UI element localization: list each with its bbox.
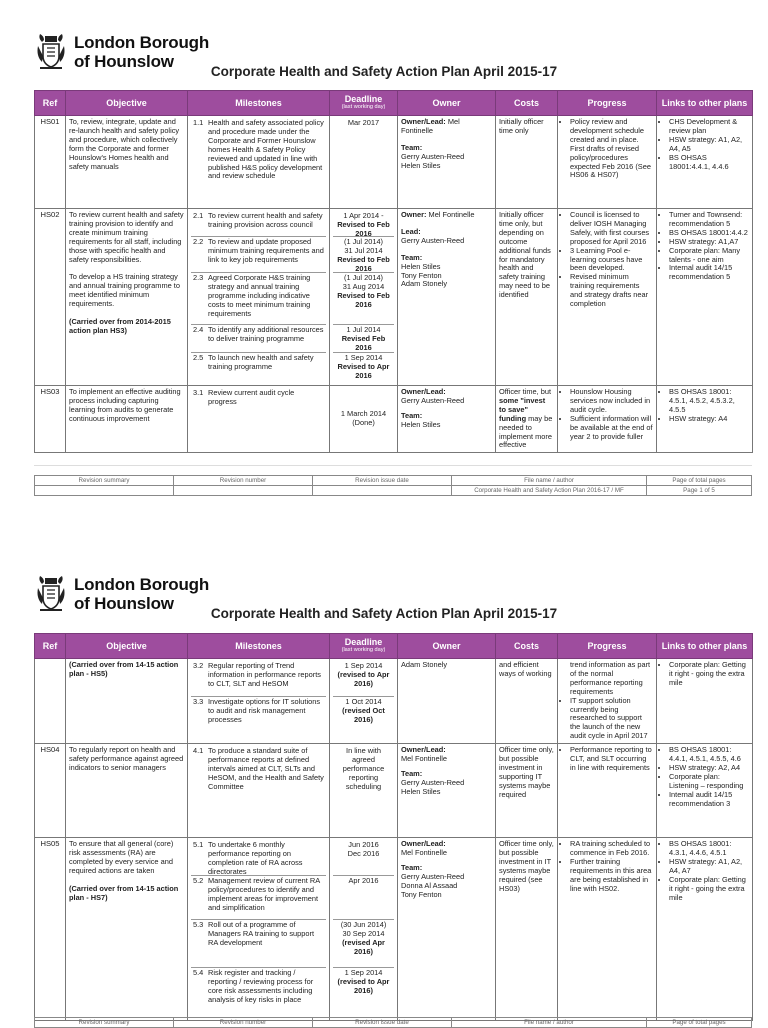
col-ref: Ref <box>35 91 66 116</box>
link-item: • BS OHSAS 18001:4.4.2 <box>669 229 749 238</box>
deadline-item <box>333 353 394 381</box>
owner-cell <box>398 744 496 838</box>
deadline-value: Jun 2016 <box>348 840 379 850</box>
milestone-text: To launch new health and safety training programme <box>208 353 314 371</box>
objective-cell: To regularly report on health and safety performance against agreed indicators to senior managers <box>66 744 188 838</box>
milestone-number: 5.2 <box>193 876 204 886</box>
deadline-value: 1 March 2014 <box>340 409 387 419</box>
objective-text: To ensure that all general (core) risk assessments (RA) are completed by every service and required actions are taken <box>69 839 174 875</box>
col-objective: Objective <box>66 91 188 116</box>
owner-label: Owner/Lead: <box>401 745 446 755</box>
team-member: Adam Stonely <box>401 660 448 669</box>
owner-label: Owner/Lead: <box>401 387 446 396</box>
milestone-text: Regular reporting of Trend information in performance reports to CLT, SLT and HeSOM <box>208 661 321 688</box>
ref-cell: HS04 <box>35 744 66 838</box>
link-item: • HSW strategy: A1, A2, A4, A7 <box>669 858 749 876</box>
milestone-number: 1.1 <box>193 118 204 127</box>
logo-text-line-2: of Hounslow <box>74 52 174 71</box>
footer-cell <box>174 486 313 496</box>
progress-cell <box>558 116 657 209</box>
milestone-text: Agreed Corporate H&S training strategy and annual training programme including indicative costs to meet minimum training requirements <box>208 273 311 318</box>
link-item: • BS OHSAS 18001: 4.4.1, 4.5.1, 4.5.5, 4.6 <box>669 746 749 764</box>
ref-cell <box>35 659 66 744</box>
links-cell <box>657 659 753 744</box>
objective-text: To review current health and safety training provision to identify and create minimum training requirements for all staff, including those with specific health and safety responsibilities. <box>69 210 184 264</box>
team-label: Team: <box>401 768 423 778</box>
milestone-number: 2.5 <box>193 353 204 362</box>
col-costs: Costs <box>496 634 558 659</box>
logo-text-line-1: London Borough <box>74 575 210 594</box>
carried-over-note: (Carried over from 14-15 action plan - HS7) <box>69 883 179 902</box>
objective-cell <box>66 209 188 386</box>
links-cell <box>657 209 753 386</box>
footer-revision-date: Revision issue date <box>313 1018 452 1028</box>
milestone-item <box>191 697 326 734</box>
milestone-number: 5.4 <box>193 968 204 978</box>
objective-cell <box>66 838 188 1021</box>
deadline-revised: (revised Oct 2016) <box>342 705 385 724</box>
link-item: • Corporate plan: Getting it right - going the extra mile <box>669 876 749 903</box>
deadline-revised: (revised to Apr 2016) <box>337 669 390 688</box>
objective-text: To develop a HS training strategy and annual training programme to meet identified minimum requirements. <box>69 272 180 309</box>
logo-text-line-2: of Hounslow <box>74 594 174 613</box>
deadline-cell <box>330 386 398 453</box>
deadline-item <box>333 968 394 1018</box>
milestone-text: Risk register and tracking / reporting / reviewing process for core risk assessments including analysis of key risks in place <box>208 968 314 1004</box>
deadline-value: 1 Sep 2014 <box>344 353 383 362</box>
footer-header-row <box>35 476 752 486</box>
deadline-value: Dec 2016 <box>347 849 380 859</box>
link-item: • HSW strategy: A1, A2, A4, A5 <box>669 136 749 154</box>
milestone-item <box>191 840 326 876</box>
team-member: Tony Fenton <box>401 270 442 280</box>
link-item: • BS OHSAS 18001: 4.5.1, 4.5.2, 4.5.3.2, 4.5.5 <box>669 388 749 415</box>
deadline-revised: Revised Feb 2016 <box>341 333 386 352</box>
team-member: Helen Stiles <box>401 160 441 170</box>
costs-cell: Initially officer time only, but depending on outcome additional funds for mandatory health and safety training may need to be identified <box>496 209 558 386</box>
carried-over-note: (Carried over from 14-15 action plan - HS5) <box>69 660 179 678</box>
milestone-number: 2.1 <box>193 211 204 220</box>
deadline-item <box>333 697 394 734</box>
progress-cell <box>558 659 657 744</box>
milestone-item <box>191 920 326 968</box>
milestone-text: To undertake 6 monthly performance reporting on completion rate of RA across directorates <box>208 840 303 876</box>
owner-label: Owner/Lead: <box>401 839 446 849</box>
milestone-item <box>191 211 326 237</box>
milestone-item <box>191 273 326 325</box>
team-member: Gerry Austen-Reed <box>401 151 465 161</box>
deadline-cell <box>330 209 398 386</box>
deadline-cell <box>330 744 398 838</box>
costs-cell: Officer time only, but possible investment in supporting IT systems maybe required <box>496 744 558 838</box>
owner-name: Mel Fontinelle <box>401 754 448 764</box>
link-item: • HSW strategy: A2, A4 <box>669 764 749 773</box>
costs-cell: Initially officer time only <box>496 116 558 209</box>
deadline-revised: Revised to Feb 2016 <box>337 254 390 273</box>
milestone-item <box>191 968 326 1018</box>
progress-item: • RA training scheduled to commence in Feb 2016. <box>570 840 653 858</box>
carried-over-note: (Carried over from 2014-2015 action plan HS3) <box>69 317 171 335</box>
deadline-value: 30 Sep 2014 <box>342 929 385 939</box>
milestone-item <box>191 353 326 381</box>
deadline-value: (1 Jul 2014) <box>343 273 384 282</box>
deadline-item <box>333 211 394 237</box>
revision-footer <box>34 475 752 496</box>
milestone-item <box>191 388 326 408</box>
progress-item: • Revised minimum training requirements and strategy drafts near completion <box>570 273 653 309</box>
link-item: • Internal audit 14/15 recommendation 3 <box>669 791 749 809</box>
col-deadline <box>330 91 398 116</box>
costs-text: may be needed to implement more effective <box>499 413 553 450</box>
milestone-item <box>191 325 326 353</box>
milestones-cell <box>188 116 330 209</box>
footer-page-value: Page 1 of 5 <box>647 486 752 496</box>
progress-item: • IT support solution currently being researched to support the launch of the new audit cycle in April 2017 <box>570 697 653 742</box>
owner-label: Owner/Lead: <box>401 117 446 126</box>
costs-emphasis: some "invest to save" funding <box>499 395 546 423</box>
team-label: Team: <box>401 410 423 420</box>
milestone-number: 5.3 <box>193 920 204 930</box>
deadline-revised: Revised to Feb 2016 <box>337 290 390 309</box>
table-header-row <box>35 91 753 116</box>
milestone-text: Health and safety associated policy and procedure made under the Corporate and Former Hounslow homes Health & Safety Policy reviewed and updated in line with published H&S policy development and review schedule <box>208 118 324 181</box>
owner-name: Gerry Austen-Reed <box>401 395 465 405</box>
footer-revision-summary: Revision summary <box>35 476 174 486</box>
table-row <box>35 838 753 1021</box>
milestone-item <box>191 237 326 273</box>
ref-cell: HS01 <box>35 116 66 209</box>
footer-cell <box>313 486 452 496</box>
milestone-text: To review current health and safety training provision across council <box>208 211 323 229</box>
deadline-value: (1 Jul 2014) <box>343 237 384 246</box>
action-plan-table <box>34 633 753 1021</box>
objective-cell <box>66 659 188 744</box>
col-links: Links to other plans <box>657 634 753 659</box>
links-cell <box>657 838 753 1021</box>
milestone-text: Management review of current RA policy/procedures to identify and implement areas for improvement and simplification <box>208 876 320 912</box>
link-item: • BS OHSAS 18001:4.4.1, 4.4.6 <box>669 154 749 172</box>
deadline-cell <box>330 659 398 744</box>
costs-cell: and efficient ways of working <box>496 659 558 744</box>
progress-item: • Further training requirements in this area are being established in line with HS02. <box>570 858 653 894</box>
col-objective: Objective <box>66 634 188 659</box>
progress-item: • Sufficient information will be available at the end of year 2 to provide fuller <box>570 415 653 442</box>
owner-name: Mel Fontinelle <box>401 848 448 858</box>
deadline-item <box>333 876 394 920</box>
link-item: • HSW strategy: A4 <box>669 415 749 424</box>
milestone-item <box>191 118 326 182</box>
logo-text-line-1: London Borough <box>74 33 210 52</box>
milestone-text: To produce a standard suite of performance reports at defined intervals aimed at CLT, SLTs and HeSOM, and the Health and Safety Committee <box>208 746 324 791</box>
milestone-text: Roll out of a programme of Managers RA training to support RA development <box>208 920 314 947</box>
deadline-value: 1 Sep 2014 <box>344 661 383 670</box>
progress-continued: trend information as part of the normal performance reporting requirements <box>570 660 651 696</box>
deadline-value: 1 Jul 2014 <box>346 325 381 334</box>
deadline-value: Apr 2016 <box>348 876 379 886</box>
milestone-item <box>191 746 326 793</box>
owner-cell <box>398 838 496 1021</box>
col-deadline-label: Deadline <box>344 637 383 648</box>
progress-item: • 3 Learning Pool e-learning courses have been developed. <box>570 247 653 274</box>
owner-cell <box>398 116 496 209</box>
ref-cell: HS02 <box>35 209 66 386</box>
link-item: • CHS Development & review plan <box>669 118 749 136</box>
milestone-item <box>191 876 326 920</box>
owner-cell <box>398 209 496 386</box>
team-member: Helen Stiles <box>401 419 441 429</box>
link-item: • HSW strategy: A1,A7 <box>669 238 749 247</box>
deadline-value: 31 Aug 2014 <box>342 281 385 291</box>
deadline-item <box>333 920 394 968</box>
ref-cell: HS05 <box>35 838 66 1021</box>
col-ref: Ref <box>35 634 66 659</box>
deadline-cell <box>330 116 398 209</box>
milestone-number: 4.1 <box>193 746 204 756</box>
milestone-number: 2.3 <box>193 273 204 282</box>
deadline-value: 1 Oct 2014 <box>345 697 382 706</box>
milestone-number: 3.2 <box>193 661 204 670</box>
footer-revision-number: Revision number <box>174 1018 313 1028</box>
team-member: Donna Al Assaad <box>401 880 458 890</box>
progress-item: • Policy review and development schedule created and in place. First drafts of revised policy/procedures expected Feb 2016 (See HS06 & HS07) <box>570 118 653 180</box>
link-item: • Turner and Townsend: recommendation 5 <box>669 211 749 229</box>
deadline-value: In line with agreed performance reporting scheduling <box>342 746 385 791</box>
links-cell <box>657 116 753 209</box>
col-milestones: Milestones <box>188 91 330 116</box>
col-links: Links to other plans <box>657 91 753 116</box>
deadline-revised: Revised to Apr 2016 <box>337 361 390 380</box>
lead-label: Lead: <box>401 226 421 236</box>
footer-file-name: File name / author <box>452 1018 647 1028</box>
col-deadline <box>330 634 398 659</box>
table-row <box>35 744 753 838</box>
deadline-revised: (revised to Apr 2016) <box>337 977 390 995</box>
team-label: Team: <box>401 862 423 872</box>
progress-cell <box>558 209 657 386</box>
deadline-cell <box>330 838 398 1021</box>
deadline-item <box>333 325 394 353</box>
progress-item: • Hounslow Housing services now included in audit cycle. <box>570 388 653 415</box>
progress-cell <box>558 386 657 453</box>
deadline-value: 1 Sep 2014 <box>344 968 383 978</box>
milestone-text: Review current audit cycle progress <box>208 388 295 406</box>
progress-item: • Council is licensed to deliver IOSH Managing Safely, with first courses proposed for April 2016 <box>570 211 653 247</box>
milestones-cell <box>188 744 330 838</box>
objective-cell: To implement an effective auditing process including capturing learning from audits to generate continuous improvement <box>66 386 188 453</box>
action-plan-table <box>34 90 753 453</box>
milestone-text: Investigate options for IT solutions to audit and risk management processes <box>208 697 321 724</box>
milestone-number: 5.1 <box>193 840 204 850</box>
costs-cell <box>496 386 558 453</box>
link-item: • Corporate plan: Listening – responding <box>669 773 749 791</box>
owner-name: Mel Fontinelle <box>428 210 475 219</box>
col-progress: Progress <box>558 91 657 116</box>
col-milestones: Milestones <box>188 634 330 659</box>
costs-cell: Officer time only, but possible investment in IT systems maybe required (see HS03) <box>496 838 558 1021</box>
document-title: Corporate Health and Safety Action Plan April 2015-17 <box>210 606 558 621</box>
links-cell <box>657 744 753 838</box>
team-member: Gerry Austen-Reed <box>401 871 465 881</box>
deadline-value: 31 Jul 2014 <box>344 245 383 255</box>
team-member: Gerry Austen-Reed <box>401 777 465 787</box>
deadline-item <box>333 840 394 876</box>
document-title: Corporate Health and Safety Action Plan April 2015-17 <box>210 64 558 79</box>
footer-file-name: File name / author <box>452 476 647 486</box>
deadline-revised: Revised to Feb 2016 <box>337 219 390 237</box>
col-progress: Progress <box>558 634 657 659</box>
deadline-item <box>333 273 394 325</box>
owner-cell <box>398 386 496 453</box>
owner-label: Owner: <box>401 210 427 219</box>
ref-cell: HS03 <box>35 386 66 453</box>
footer-revision-date: Revision issue date <box>313 476 452 486</box>
progress-cell <box>558 838 657 1021</box>
costs-text: Officer time, but <box>499 387 552 396</box>
col-deadline-sub: (last working day) <box>341 646 386 653</box>
revision-footer <box>34 1017 752 1028</box>
footer-revision-summary: Revision summary <box>35 1018 174 1028</box>
footer-cell <box>35 486 174 496</box>
page-2 <box>0 512 768 1024</box>
team-member: Adam Stonely <box>401 279 448 289</box>
footer-separator <box>34 465 752 466</box>
progress-cell <box>558 744 657 838</box>
footer-revision-number: Revision number <box>174 476 313 486</box>
milestone-number: 3.3 <box>193 697 204 706</box>
page-1 <box>0 0 768 512</box>
deadline-value: Mar 2017 <box>347 118 380 127</box>
deadline-item <box>333 661 394 697</box>
progress-item: • Performance reporting to CLT, and SLT occurring in line with requirements <box>570 746 653 773</box>
milestones-cell <box>188 659 330 744</box>
footer-page: Page of total pages <box>647 476 752 486</box>
table-row <box>35 659 753 744</box>
link-item: • BS OHSAS 18001: 4.3.1, 4.4.6, 4.5.1 <box>669 840 749 858</box>
deadline-value: (Done) <box>352 418 375 428</box>
team-label: Team: <box>401 252 423 262</box>
footer-page: Page of total pages <box>647 1018 752 1028</box>
col-owner: Owner <box>398 634 496 659</box>
milestone-number: 2.4 <box>193 325 204 334</box>
milestone-number: 2.2 <box>193 237 204 246</box>
col-deadline-label: Deadline <box>344 94 383 105</box>
team-member: Helen Stiles <box>401 786 441 796</box>
deadline-revised: (revised Apr 2016) <box>342 937 385 956</box>
table-row <box>35 386 753 453</box>
footer-value-row <box>35 486 752 496</box>
link-item: • Corporate plan: Getting it right - going the extra mile <box>669 661 749 688</box>
table-header-row <box>35 634 753 659</box>
milestones-cell <box>188 209 330 386</box>
deadline-value: (30 Jun 2014) <box>340 920 387 930</box>
col-owner: Owner <box>398 91 496 116</box>
footer-header-row <box>35 1018 752 1028</box>
table-row <box>35 209 753 386</box>
deadline-item <box>333 409 394 429</box>
footer-file-value: Corporate Health and Safety Action Plan 2016-17 / MF <box>452 486 647 496</box>
milestone-text: To identify any additional resources to deliver training programme <box>208 325 324 343</box>
milestones-cell <box>188 386 330 453</box>
objective-cell: To, review, integrate, update and re-launch health and safety policy and procedure, which collectively form the Corporate and former Hounslow's Homes health and safety manuals <box>66 116 188 209</box>
link-item: • Corporate plan: Many talents - one aim <box>669 247 749 265</box>
milestone-item <box>191 661 326 697</box>
col-costs: Costs <box>496 91 558 116</box>
link-item: • Internal audit 14/15 recommendation 5 <box>669 264 749 282</box>
team-member: Helen Stiles <box>401 261 441 271</box>
links-cell <box>657 386 753 453</box>
table-row <box>35 116 753 209</box>
col-deadline-sub: (last working day) <box>341 103 386 110</box>
deadline-value: 1 Apr 2014 - <box>343 211 384 220</box>
team-label: Team: <box>401 142 423 152</box>
milestones-cell <box>188 838 330 1021</box>
owner-name: Mel Fontinelle <box>401 117 460 135</box>
lead-name: Gerry Austen-Reed <box>401 235 465 245</box>
owner-cell <box>398 659 496 744</box>
milestone-number: 3.1 <box>193 388 204 397</box>
deadline-item <box>333 237 394 273</box>
milestone-text: To review and update proposed minimum training requirements and link to key job requirements <box>208 237 324 264</box>
team-member: Tony Fenton <box>401 889 442 899</box>
